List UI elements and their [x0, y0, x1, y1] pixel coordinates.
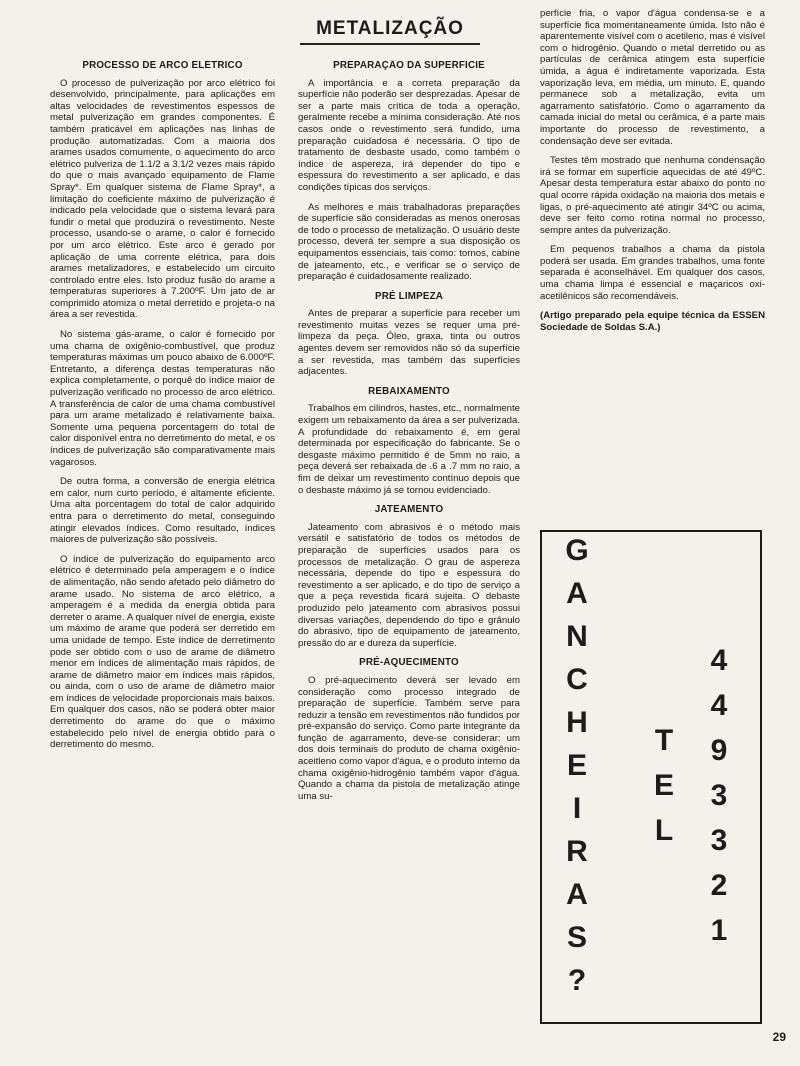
ad-letter: C: [566, 663, 588, 696]
heading-rebaixamento: REBAIXAMENTO: [368, 385, 450, 397]
ad-letter: A: [566, 577, 588, 610]
column-middle: [298, 60, 520, 1050]
ad-letter: H: [566, 706, 588, 739]
ad-phone-digit: 4: [710, 689, 728, 722]
ad-phone-digit: 9: [710, 734, 728, 767]
paragraph: O processo de pulverização por arco elétrico foi desenvolvido, principalmente, para aplicações em altas velocidades de revestimentos espessos de metal pulverização em grandes componentes. É também praticável em aplicações nas linhas de produção automatizadas. Com a maioria dos arames usados comumente, o aquecimento do arco elétrico pulveriza de 1.1/2 a 3.1/2 vezes mais rápido do que o mais avançado equipamento de Flame Spray*. Em qualquer sistema de Flame Spray*, a limitação do coeficiente máximo de pulverização é indicado pela velocidade que o sistema levará para fundir o metal que produzirá o revestimento. Neste processo, usando-se o arame, o calor é fornecido por um arco elétrico. Este arco é gerado por aplicação de uma corrente elétrica, para dois arames metalizadores, e estabelecido um circuito controlado entre eles. Isto produz fusão do arame a temperaturas superiores à 7.200ºF. Um jato de ar comprimido atomiza o metal derretido e projeta-o na área a ser revestida.: [50, 77, 275, 321]
ad-letter: R: [566, 835, 588, 868]
ad-phone-digit: 2: [710, 869, 728, 902]
ad-letter: A: [566, 878, 588, 911]
section-title: METALIZAÇÃO: [316, 18, 464, 39]
heading-pre-aquecimento: PRÉ-AQUECIMENTO: [359, 657, 459, 669]
ad-tel-letter: T: [654, 724, 674, 757]
heading-preparacao: PREPARAÇÃO DA SUPERFÍCIE: [333, 60, 485, 71]
paragraph: perfície fria, o vapor d'água condensa-se e a superfície fica momentaneamente úmida. Isto não é aparentemente visível com o acetileno, mas é visível com o hidrogênio. Quando o metal derretido ou as partículas de cerâmica atingem esta superfície úmida, a água é indiretamente vaporizada. Esta vaporização leva, em média, um minuto. E, quando permanece sob a metalização, evita um agarramento satisfatório. Como o agarramento da camada inicial do metal ou cerâmica, é a parte mais importante do processo de revestimento, a condensação deve ser evitada.: [540, 8, 765, 147]
ad-letter: I: [572, 792, 582, 825]
ad-tel-letter: L: [654, 814, 674, 847]
ad-letter: S: [566, 921, 587, 954]
column-right: [540, 8, 765, 523]
heading-arco-eletrico: PROCESSO DE ARCO ELÉTRICO: [82, 60, 243, 71]
ad-phone-digit: 3: [710, 779, 728, 812]
paragraph: Antes de preparar a superfície para receber um revestimento muitas vezes se requer uma pré-limpeza da peça. Óleo, graxa, tinta ou outros agentes devem ser removidos não só da superfície a ser revestida, mas também das superfícies adjacentes.: [298, 308, 520, 378]
advertisement-box: [540, 530, 762, 1024]
paragraph: Em pequenos trabalhos a chama da pistola poderá ser usada. Em grandes trabalhos, uma fonte separada é aconselhável. Em qualquer dos casos, uma chama limpa é essencial e maçaricos oxi-acetilênicos são recomendáveis.: [540, 244, 765, 302]
page-number: 29: [772, 1030, 786, 1044]
paragraph: Testes têm mostrado que nenhuma condensação irá se formar em superfície aquecidas de até 49ºC. Apesar desta temperatura estar abaixo do ponto no qual ocorre rápida oxidação na maioria dos metais e ligas, o pré-aquecimento até atingir 34ºC ou acima, deve ser feito como rotina normal no processo, sempre antes da pulverização.: [540, 155, 765, 236]
paragraph: As melhores e mais trabalhadoras preparações de superfície são consideradas as menos onerosas de todo o processo de metalização. O usuário deste processo, deverá ter sempre a sua disposição os equipamentos essenciais, tais como: tornos, cabine de jateamento, etc., e verificar se o serviço de preparação é cuidadosamente realizado.: [298, 201, 520, 283]
ad-phone-digit: 1: [710, 914, 728, 947]
paragraph: O pré-aquecimento deverá ser levado em consideração como processo integrado de preparação de superfície. Também serve para reduzir a tensão em revestimentos não fundidos por pré-expansão do serviço. Como parte integrante da função de agarramento, deve-se considerar: um dos dois terminais do produto de chama oxigênio-aceitleno como vapor d'água, e o produto interno da chama oxigênio-hidrogênio também vapor d'água. Quando a chama da pistola de metalização atinge uma su-: [298, 674, 520, 802]
paragraph: De outra forma, a conversão de energia elétrica em calor, num curto período, é altamente eficiente. Uma alta porcentagem do total de calor adquirido entra para o derretimento do metal, conseguindo atingir elevados índices. Como resultado, índices maiores de pulverização são possíveis.: [50, 476, 275, 546]
column-left: [50, 60, 275, 1050]
ad-letter: N: [566, 620, 588, 653]
paragraph: O índice de pulverização do equipamento arco elétrico é determinado pela amperagem e o índice de alimentação, não sendo afetado pelo diâmetro do arame usado. No sistema de arco elétrico, a amperagem é a medida da energia obtida para derreter o arame. A qualquer nível de energia, existe um máximo de arame que poderá ser derretido em uma unidade de tempo. Este índice de derretimento pode ser obtido com o uso de arame de diâmetro menor em índices de alimentação mais rápidos, de arame de diâmetro maior em índices mais rápidos, ou ainda, com o uso de arame de diâmetro maior em índices de velocidade proporcionais mais baixos. Em qualquer dos casos, não se poderá obter maior derretimento do arame do que o máximo estabelecido pelo nível de energia obtido para o derretimento do mesmo.: [50, 553, 275, 751]
title-rule: [300, 43, 480, 45]
heading-pre-limpeza: PRÉ LIMPEZA: [374, 290, 444, 302]
paragraph: A importância e a correta preparação da superfície não poderão ser desprezadas. Apesar de ser a parte mais crítica de toda a operação, geralmente recebe a mínima consideração. Até nos casos onde o revestimento será fundido, uma preparação cuidadosa é necessária. O tipo de tratamento de desbaste usado, como também o índice de aspereza, irá depender do tipo e espessura do revestimento a ser aplicado, e das condições típicas dos serviços.: [298, 77, 520, 193]
paragraph: Jateamento com abrasivos é o método mais versátil e satisfatório de todos os métodos de preparação de superfícies usados para os processos de metalização. O grau de aspereza necessária, depende do tipo e espessura do revestimento a ser aplicado, e do tipo de serviço a que a peça revestida ficará sujeita. O debaste produzido pelo jateamento com abrasivos possui diversas variações, dependendo do tipo e grânulo do abrasivo, tipo de equipamento de jateamento, pressão do ar e dureza da superfície.: [298, 521, 520, 649]
ad-phone-digit: 4: [710, 644, 728, 677]
paragraph: Trabalhos em cilindros, hastes, etc., normalmente exigem um rebaixamento da área a ser pulverizada. A profundidade do rebaixamento é, em geral determinada por especificação do fabricante. Se o desgaste máximo permitido é de 5mm no raio, a peça deverá ser rebaixada de .6 a .7 mm no raio, a fim de deixar um revestimento contínuo depois que o desbaste máximo já se tornou evidenciado.: [298, 403, 520, 496]
heading-jateamento: JATEAMENTO: [374, 504, 444, 516]
article-credit: (Artigo preparado pela equipe técnica da ESSEN Sociedade de Soldas S.A.): [540, 310, 765, 333]
ad-letter: E: [566, 749, 587, 782]
paragraph: No sistema gás-arame, o calor é fornecido por uma chama de oxigênio-combustível, que produz temperaturas máximas um pouco abaixo de 6.000ºF. Entretanto, a diferença destas temperaturas não explica completamente, o porquê do índice maior de pulverização verificado no processo de arco elétrico. A transferência de calor de uma chama combustível para um arame metalizado é relativamente baixa. Somente uma pequena porcentagem do total de calor disponível entra no derretimento do metal, e os índices de pulverização são comparativamente mais vagarosos.: [50, 329, 275, 468]
ad-phone-digit: 3: [710, 824, 728, 857]
ad-tel-letter: E: [653, 769, 674, 802]
ad-letter: G: [565, 534, 589, 567]
ad-letter: ?: [567, 964, 587, 997]
